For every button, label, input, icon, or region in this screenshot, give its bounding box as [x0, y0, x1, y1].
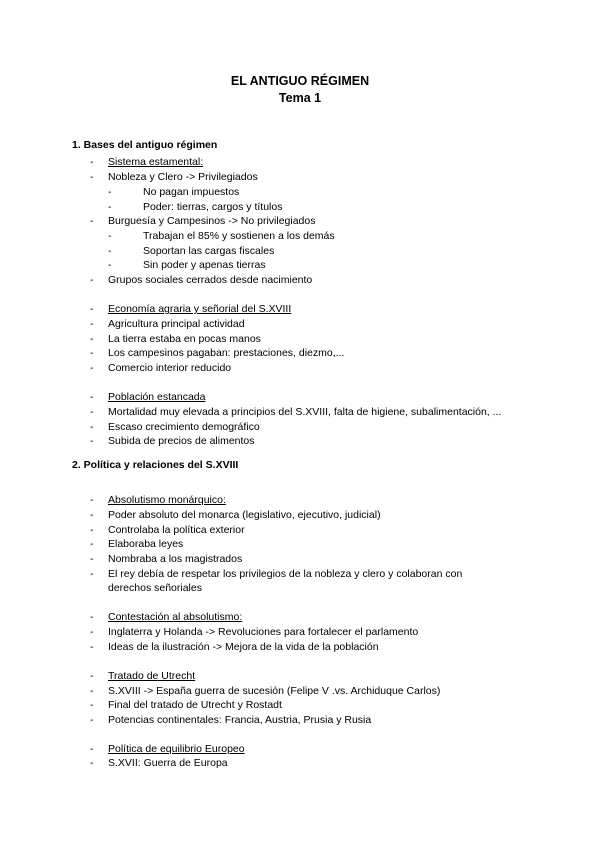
- bullet-text: Grupos sociales cerrados desde nacimiento: [108, 274, 313, 286]
- bullet-text: Potencias continentales: Francia, Austria, Prusia y Rusia: [108, 714, 372, 726]
- bullet-text: Contestación al absolutismo:: [108, 611, 243, 623]
- bullet-text: derechos señoriales: [108, 582, 202, 594]
- bullet-dash: -: [90, 421, 94, 433]
- bullet-dash: -: [90, 670, 94, 682]
- bullet-text: Soportan las cargas fiscales: [143, 245, 275, 257]
- bullet-dash: -: [90, 435, 94, 447]
- bullet-dash: -: [90, 274, 94, 286]
- bullet-dash: -: [90, 714, 94, 726]
- bullet-text: Burguesía y Campesinos -> No privilegiados: [108, 215, 316, 227]
- section-heading: 1. Bases del antiguo régimen: [72, 139, 218, 151]
- bullet-text: Poder absoluto del monarca (legislativo, ejecutivo, judicial): [108, 509, 381, 521]
- bullet-text: Sistema estamental:: [108, 156, 204, 168]
- bullet-text: Economía agraria y señorial del S.XVIII: [108, 303, 292, 315]
- bullet-text: Poder: tierras, cargos y títulos: [143, 201, 283, 213]
- bullet-text: Los campesinos pagaban: prestaciones, diezmo,...: [108, 347, 345, 359]
- bullet-dash: -: [90, 743, 94, 755]
- bullet-text: S.XVIII -> España guerra de sucesión (Felipe V .vs. Archiduque Carlos): [108, 685, 441, 697]
- bullet-dash: -: [90, 699, 94, 711]
- bullet-text: Final del tratado de Utrecht y Rostadt: [108, 699, 282, 711]
- bullet-text: Sin poder y apenas tierras: [143, 259, 266, 271]
- bullet-dash: -: [90, 685, 94, 697]
- bullet-text: El rey debía de respetar los privilegios de la nobleza y clero y colaboran con: [108, 568, 463, 580]
- bullet-text: Comercio interior reducido: [108, 362, 232, 374]
- bullet-dash: -: [90, 215, 94, 227]
- bullet-dash: -: [108, 230, 112, 242]
- bullet-dash: -: [90, 171, 94, 183]
- bullet-dash: -: [90, 568, 94, 580]
- bullet-text: Mortalidad muy elevada a principios del S.XVIII, falta de higiene, subalimentación, ...: [108, 406, 502, 418]
- bullet-text: Escaso crecimiento demográfico: [108, 421, 260, 433]
- bullet-text: Subida de precios de alimentos: [108, 435, 255, 447]
- bullet-text: Población estancada: [108, 391, 206, 403]
- bullet-dash: -: [90, 156, 94, 168]
- bullet-dash: -: [90, 626, 94, 638]
- bullet-dash: -: [90, 347, 94, 359]
- bullet-text: Elaboraba leyes: [108, 538, 184, 550]
- bullet-text: No pagan impuestos: [143, 186, 240, 198]
- bullet-dash: -: [90, 362, 94, 374]
- bullet-dash: -: [90, 611, 94, 623]
- bullet-text: Nobleza y Clero -> Privilegiados: [108, 171, 258, 183]
- bullet-dash: -: [90, 509, 94, 521]
- bullet-dash: -: [90, 757, 94, 769]
- bullet-dash: -: [108, 245, 112, 257]
- bullet-text: Agricultura principal actividad: [108, 318, 245, 330]
- bullet-text: Trabajan el 85% y sostienen a los demás: [143, 230, 335, 242]
- bullet-dash: -: [90, 406, 94, 418]
- bullet-text: Política de equilibrio Europeo: [108, 743, 245, 755]
- bullet-dash: -: [90, 538, 94, 550]
- bullet-dash: -: [90, 318, 94, 330]
- bullet-dash: -: [90, 391, 94, 403]
- bullet-text: Controlaba la política exterior: [108, 524, 245, 536]
- bullet-dash: -: [90, 553, 94, 565]
- bullet-text: S.XVII: Guerra de Europa: [108, 757, 228, 769]
- bullet-text: Nombraba a los magistrados: [108, 553, 243, 565]
- bullet-text: Inglaterra y Holanda -> Revoluciones para fortalecer el parlamento: [108, 626, 419, 638]
- bullet-text: Ideas de la ilustración -> Mejora de la vida de la población: [108, 641, 379, 653]
- bullet-dash: -: [90, 524, 94, 536]
- bullet-dash: -: [90, 333, 94, 345]
- bullet-dash: -: [90, 303, 94, 315]
- bullet-text: Tratado de Utrecht: [108, 670, 196, 682]
- section-heading: 2. Política y relaciones del S.XVIII: [72, 459, 239, 471]
- document-title: EL ANTIGUO RÉGIMEN: [230, 74, 370, 88]
- bullet-dash: -: [90, 494, 94, 506]
- bullet-text: La tierra estaba en pocas manos: [108, 333, 261, 345]
- bullet-dash: -: [108, 186, 112, 198]
- bullet-dash: -: [108, 259, 112, 271]
- bullet-text: Absolutismo monárquico:: [108, 494, 226, 506]
- bullet-dash: -: [90, 641, 94, 653]
- bullet-dash: -: [108, 201, 112, 213]
- document-subtitle: Tema 1: [278, 91, 322, 105]
